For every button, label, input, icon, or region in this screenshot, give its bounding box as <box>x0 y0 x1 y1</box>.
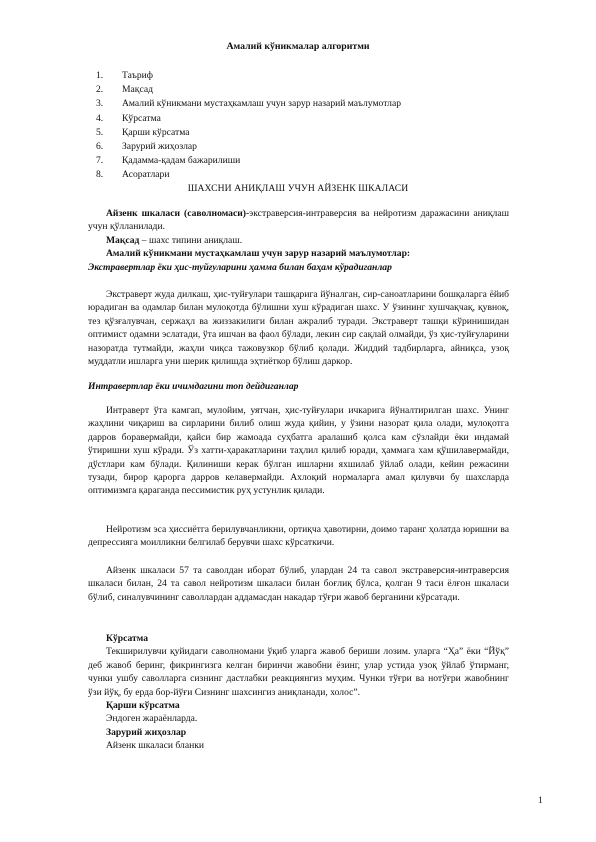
neuroticism-paragraph: Нейротизм эса ҳиссиётга берилувчанликни, ортиқча ҳавотирни, доимо таранг ҳолатда юришни ва депрессияга моилликни белгилаб берувчи шахс кўрсаткичи. <box>88 524 509 549</box>
contra-text: Эндоген жараёнларда. <box>106 713 198 725</box>
equipment-text: Айзенк шкаласи бланки <box>106 740 205 752</box>
list-item <box>96 155 401 169</box>
list-label: Қарши кўрсатма <box>122 126 190 138</box>
contents-list <box>96 70 401 184</box>
page-number: 1 <box>538 795 543 806</box>
contra-heading: Қарши кўрсатма <box>106 700 180 712</box>
list-number: 1. <box>96 70 104 81</box>
indication-paragraph: Текширилувчи қуйидаги саволномани ўқиб уларга жавоб бериши лозим. уларга “Ҳа” ёки “Йўқ” деб жавоб беринг, фикрингизга келган биринчи жавобни ёзинг, улар устида узоқ ўйлаб ўтирманг, чунки ушбу саволларга сизнинг дастлабки реакциянгиз муҳим. Чунки тўғри ва нотўғри жавобнинг ўзи йўқ, бу ерда бор-йўғи Сизнинг шахсингиз аниқланади, холос”. <box>88 646 509 698</box>
list-item <box>96 70 401 84</box>
list-label: Кўрсатма <box>122 112 161 124</box>
introvert-paragraph: Интраверт ўта камгап, мулойим, уятчан, ҳис-туйғулари ичкарига йўналтирилган шахс. Унинг жаҳлини чиқариш ва сирларини билиб олиш жуда қийин, у ўзини назорат қила олади, мулоқотга дарров боравермайди, қайси бир жамоада суҳбатга аралашиб қолса кам сўзлайди ёки индамай ўтиришни хуш кўради. Ўз хатти-ҳаракатларини таҳлил қилиб юради, ҳаммага хам қўшилавермайди, дўстлари кам бўлади. Қилиниши керак бўлган ишларни яхшилаб ўйлаб олади, кейин режасини тузади, бирор қарорга дарров келавермайди. Ахлоқий нормаларга амал қилувчи бу шахсларда оптимизмга қараганда пессимистик руҳ устунлик қилади. <box>88 405 509 497</box>
list-number: 5. <box>96 126 104 138</box>
list-label: Асоратлари <box>122 169 170 181</box>
section-title: ШАХСНИ АНИҚЛАШ УЧУН АЙЗЕНК ШКАЛАСИ <box>187 183 409 194</box>
list-label: Амалий кўникмани мустаҳкамлаш учун зарур назарий маълумотлар <box>122 98 402 110</box>
extravert-paragraph: Экстраверт жуда дилкаш, ҳис-туйғулари ташқарига йўналган, сир-саноатларини бошқаларга ёйиб юрадиган ва одамлар билан мулоқотда бўлишни хуш кўрадиган шахс. У ўзининг хушчақчақ, қувноқ, тез қўзғалувчан, сержаҳл ва жиззакилиги билан ажралиб туради. Экстраверт ташқи кўринишидан оптимист одамни эслатади, ўта ишчан ва фаол бўлади, лекин сир сақлай олмайди, ўз ҳис-туйғуларини назоратда тутмайди, жаҳли чиқса тажовузкор бўлиб қолади. Жиддий тадбирларга, айниқса, узоқ муддатли ишларга уни шерик қилишда эҳтиёткор бўлиш даркор. <box>88 289 509 368</box>
list-label: Қадамма-қадам бажарилиши <box>122 155 241 167</box>
indication-block <box>88 632 509 753</box>
introvert-heading: Интравертлар ёки ичимдагини топ дейдиганлар <box>88 381 299 392</box>
list-item <box>96 169 401 183</box>
list-item <box>96 84 401 98</box>
list-number: 6. <box>96 140 104 152</box>
list-number: 2. <box>96 84 104 96</box>
extravert-heading: Экстравертлар ёки ҳис-туйғуларини ҳамма билан баҳам кўрадиганлар <box>88 261 392 273</box>
list-item <box>96 127 401 141</box>
intro-paragraph <box>88 207 509 234</box>
list-number: 4. <box>96 112 104 124</box>
theory-heading: Амалий кўникмани мустаҳкамлаш учун зарур назарий маълумотлар: <box>106 248 411 260</box>
list-number: 7. <box>96 155 104 167</box>
goal-text: – шахс типини аниқлаш. <box>139 234 243 246</box>
equipment-heading: Зарурий жиҳозлар <box>106 726 187 738</box>
list-label: Мақсад <box>122 84 153 96</box>
document-title: Амалий кўникмалар алгоритми <box>226 41 370 52</box>
intro-bold: Айзенк шкаласи (саволномаси)- <box>106 208 250 219</box>
indication-heading: Кўрсатма <box>106 633 148 644</box>
scale-paragraph: Айзенк шкаласи 57 та саволдан иборат бўлиб, улардан 24 та савол экстраверсия-интраверсия шкаласи билан, 24 та савол нейротизм шкаласи билан боғлиқ бўлса, қолган 9 таси ёлғон шкаласи бўлиб, синалувчининг саволлардан аддамасдан накадар тўғри жавоб берганини кўрсатади. <box>88 565 509 603</box>
list-label: Зарурий жиҳозлар <box>122 140 197 152</box>
list-item <box>96 141 401 155</box>
list-item <box>96 113 401 127</box>
list-item <box>96 98 401 112</box>
list-number: 8. <box>96 169 104 181</box>
intro-block <box>88 207 509 274</box>
list-label: Таъриф <box>122 70 153 81</box>
goal-paragraph <box>88 234 509 247</box>
intro-text: экстраверсия-интраверсия ва нейротизм даражасини аниқлаш учун қўлланилади. <box>88 208 509 233</box>
goal-bold: Мақсад <box>106 234 140 246</box>
list-number: 3. <box>96 98 104 110</box>
